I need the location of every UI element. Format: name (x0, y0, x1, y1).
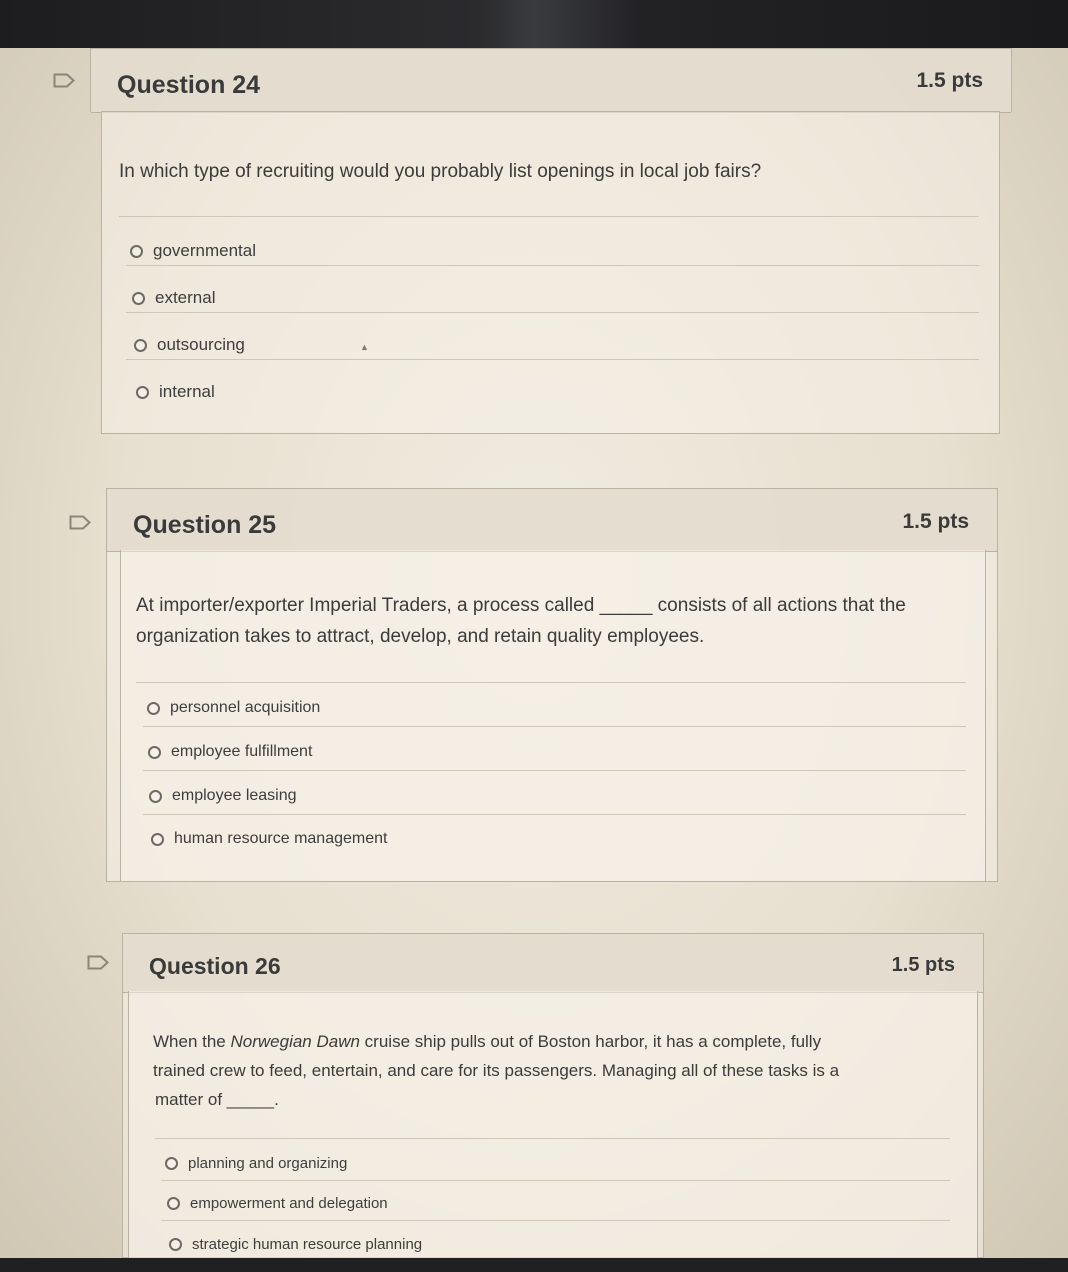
radio-unselected-icon[interactable] (167, 1197, 180, 1210)
option-label: personnel acquisition (170, 699, 321, 716)
question-24-header (91, 49, 1011, 113)
question-26-header (123, 934, 983, 993)
option-divider (126, 312, 979, 313)
option-personnel-acquisition[interactable] (147, 693, 320, 723)
screen-top-bezel (0, 0, 1068, 48)
option-internal[interactable] (136, 377, 215, 407)
question-26-title: Question 26 (149, 953, 281, 979)
question-26-points: 1.5 pts (891, 954, 955, 976)
option-label: planning and organizing (188, 1154, 348, 1172)
screen-bottom-bezel (0, 1258, 1068, 1272)
question-24-points: 1.5 pts (916, 69, 983, 92)
question-26-text-suffix: cruise ship pulls out of Boston harbor, it has a complete, fully (359, 1032, 822, 1051)
flag-question-25-icon[interactable] (68, 514, 92, 530)
radio-unselected-icon[interactable] (151, 833, 164, 846)
option-strategic-human-resource-planning[interactable] (169, 1229, 422, 1259)
question-25-text-line-1: At importer/exporter Imperial Traders, a process called _____ consists of all actions that the (136, 595, 906, 616)
question-26-text-line-2: trained crew to feed, entertain, and care for its passengers. Managing all of these tasks is a (153, 1061, 840, 1080)
question-25-header (107, 489, 997, 552)
radio-unselected-icon[interactable] (149, 790, 162, 803)
option-human-resource-management[interactable] (151, 824, 387, 854)
question-26-text-line-3: matter of _____. (155, 1090, 279, 1109)
radio-unselected-icon[interactable] (132, 292, 145, 305)
question-24-title: Question 24 (117, 71, 261, 99)
question-26-divider (155, 1138, 950, 1139)
radio-unselected-icon[interactable] (130, 245, 143, 258)
option-label: external (155, 288, 216, 307)
question-24-header-card (90, 48, 1012, 112)
option-governmental[interactable] (130, 236, 256, 266)
option-outsourcing[interactable] (134, 330, 245, 360)
option-divider (126, 359, 979, 360)
option-label: internal (159, 382, 215, 401)
question-25-text-line-2: organization takes to attract, develop, and retain quality employees. (136, 626, 705, 647)
option-employee-leasing[interactable] (149, 781, 297, 811)
flag-question-26-icon[interactable] (86, 954, 110, 970)
radio-unselected-icon[interactable] (148, 746, 161, 759)
option-label: employee fulfillment (171, 743, 313, 760)
option-external[interactable] (132, 283, 215, 313)
option-divider (143, 770, 966, 771)
option-label: governmental (153, 241, 257, 260)
question-26-body (128, 991, 978, 1258)
option-planning-and-organizing[interactable] (165, 1148, 347, 1178)
option-label: empowerment and delegation (190, 1194, 388, 1212)
option-employee-fulfillment[interactable] (148, 737, 312, 767)
option-label: outsourcing (157, 335, 245, 354)
option-empowerment-and-delegation[interactable] (167, 1188, 388, 1218)
option-divider (143, 726, 966, 727)
question-25-body (120, 550, 986, 882)
question-25-divider (136, 682, 966, 683)
radio-unselected-icon[interactable] (134, 339, 147, 352)
option-divider (143, 814, 966, 815)
option-label: strategic human resource planning (192, 1235, 423, 1253)
radio-unselected-icon[interactable] (136, 386, 149, 399)
question-26-text-line-1 (153, 1027, 821, 1056)
question-24-text: In which type of recruiting would you probably list openings in local job fairs? (119, 161, 762, 182)
ship-name: Norwegian Dawn (230, 1032, 360, 1051)
flag-question-24-icon[interactable] (52, 72, 76, 88)
question-25-title: Question 25 (133, 511, 277, 539)
option-label: human resource management (174, 830, 388, 847)
option-divider (126, 265, 979, 266)
radio-unselected-icon[interactable] (147, 702, 160, 715)
radio-unselected-icon[interactable] (165, 1157, 178, 1170)
mouse-cursor-icon: ▲ (360, 342, 369, 352)
radio-unselected-icon[interactable] (169, 1238, 182, 1251)
question-24-body (101, 111, 1000, 434)
question-24-divider (119, 216, 979, 217)
option-divider (161, 1220, 950, 1221)
question-25-points: 1.5 pts (902, 510, 969, 533)
question-26-text-prefix: When the (153, 1032, 231, 1051)
option-divider (161, 1180, 950, 1181)
option-label: employee leasing (172, 787, 297, 804)
